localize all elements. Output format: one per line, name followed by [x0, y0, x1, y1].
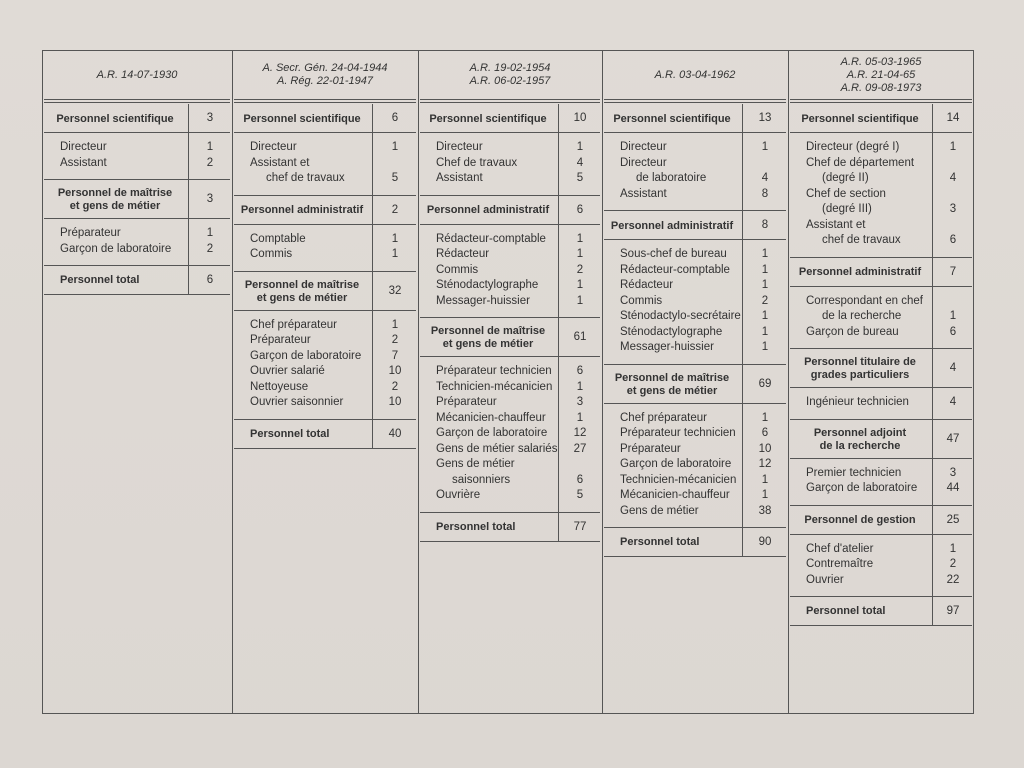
number-column-divider [372, 104, 373, 448]
column-header-line: A.R. 21-04-65 [846, 68, 916, 81]
section-rule [604, 527, 786, 528]
staff-count: 1 [949, 310, 957, 322]
section-rule [420, 132, 600, 133]
staff-role: Assistant et [806, 218, 866, 231]
personnel-total-value: 6 [206, 274, 214, 287]
section-title: de la recherche [819, 439, 901, 452]
personnel-total-value: 97 [946, 605, 960, 618]
section-title: Personnel administratif [426, 204, 550, 216]
section-title: Personnel de maîtrise [430, 325, 546, 337]
section-title: Personnel de maîtrise [614, 371, 730, 384]
staff-count: 2 [761, 294, 769, 307]
section-total-value: 32 [388, 284, 402, 297]
total-rule [44, 294, 230, 295]
section-title: Personnel scientifique [801, 112, 919, 125]
column-header-line: A.R. 09-08-1973 [840, 81, 922, 94]
section-title: Personnel scientifique [56, 112, 174, 125]
staff-count: 1 [576, 380, 584, 393]
header-rule [604, 99, 786, 100]
column-divider [418, 50, 419, 714]
staff-role: (degré II) [822, 172, 869, 184]
section-title: et gens de métier [256, 291, 348, 304]
staff-count: 3 [949, 203, 957, 215]
section-total-value: 61 [573, 331, 587, 344]
section-rule [790, 534, 972, 535]
staff-count: 12 [573, 427, 587, 439]
staff-count: 5 [576, 489, 584, 501]
staff-role: Assistant [60, 156, 107, 169]
header-rule [790, 102, 972, 103]
staff-role: Préparateur [250, 334, 311, 346]
section-title: Personnel administratif [798, 266, 922, 278]
staff-role: Chef préparateur [620, 411, 707, 424]
personnel-total-label: Personnel total [620, 536, 700, 549]
section-rule [790, 419, 972, 420]
staff-role: Rédacteur [436, 248, 490, 260]
staff-count: 1 [949, 542, 957, 555]
header-rule [420, 99, 600, 100]
staff-role: Commis [436, 263, 479, 276]
staff-role: saisonniers [452, 473, 511, 486]
section-rule [44, 179, 230, 180]
staff-count: 6 [576, 473, 584, 486]
column-divider [788, 50, 789, 714]
section-title: Personnel administratif [610, 219, 734, 232]
section-title: grades particuliers [810, 369, 910, 381]
total-rule [790, 625, 972, 626]
staff-role: Messager-huissier [436, 294, 530, 307]
section-total-value: 2 [391, 203, 399, 216]
staff-count: 1 [391, 318, 399, 331]
staff-role: Préparateur [60, 227, 121, 239]
section-rule [44, 132, 230, 133]
staff-role: Commis [620, 294, 663, 307]
staff-role: Assistant [436, 172, 483, 184]
section-total-value: 3 [206, 193, 214, 206]
header-rule [420, 102, 600, 103]
staff-role: Chef de section [806, 187, 886, 200]
personnel-total-label: Personnel total [436, 520, 516, 533]
header-rule [44, 102, 230, 103]
staff-count: 1 [761, 341, 769, 353]
staff-role: Assistant et [250, 156, 310, 169]
staff-role: Comptable [250, 232, 306, 245]
number-column-divider [742, 104, 743, 556]
header-rule [604, 102, 786, 103]
staff-count: 5 [576, 172, 584, 184]
section-total-value: 3 [206, 112, 214, 125]
staff-count: 1 [761, 325, 769, 338]
staff-role: de laboratoire [636, 172, 707, 184]
staff-role: Garçon de laboratoire [620, 458, 732, 470]
staff-count: 4 [761, 172, 769, 184]
staff-role: de la recherche [822, 310, 902, 322]
staff-count: 1 [761, 411, 769, 424]
staff-role: Sténodactylographe [620, 325, 723, 338]
column-header-line: A.R. 06-02-1957 [469, 75, 551, 87]
column-header-line: A. Rég. 22-01-1947 [276, 75, 373, 87]
section-rule [604, 364, 786, 365]
staff-role: Chef de travaux [436, 156, 518, 169]
total-rule [234, 448, 416, 449]
staff-role: Directeur [620, 156, 667, 169]
staff-count: 2 [391, 380, 399, 393]
number-column-divider [558, 104, 559, 541]
staff-count: 12 [758, 458, 772, 470]
staff-count: 27 [573, 442, 587, 455]
section-rule [234, 195, 416, 196]
staff-role: Garçon de laboratoire [250, 349, 362, 362]
staff-role: Chef préparateur [250, 318, 337, 331]
staff-count: 7 [391, 349, 399, 362]
section-total-value: 8 [761, 219, 769, 232]
staff-role: (degré III) [822, 203, 872, 215]
section-total-value: 6 [576, 203, 584, 216]
section-total-value: 7 [949, 265, 957, 278]
section-rule [234, 310, 416, 311]
column-header-line: A.R. 03-04-1962 [654, 68, 736, 81]
staff-count: 2 [206, 242, 214, 255]
staff-count: 2 [391, 334, 399, 346]
staff-role: Sténodactylo-secrétaire [620, 310, 741, 322]
staff-count: 1 [391, 248, 399, 260]
staff-role: Garçon de laboratoire [436, 427, 548, 439]
staff-count: 4 [949, 172, 957, 184]
section-rule [234, 224, 416, 225]
staff-count: 1 [576, 294, 584, 307]
staff-count: 3 [949, 466, 957, 479]
staff-role: Directeur (degré I) [806, 141, 900, 153]
staff-count: 1 [949, 141, 957, 153]
staff-role: Technicien-mécanicien [620, 473, 737, 486]
section-rule [234, 132, 416, 133]
staff-count: 10 [758, 442, 772, 455]
header-rule [790, 99, 972, 100]
section-rule [604, 132, 786, 133]
personnel-total-label: Personnel total [806, 605, 886, 618]
section-total-value: 10 [573, 112, 587, 125]
staff-count: 6 [949, 325, 957, 338]
staff-count: 1 [391, 232, 399, 245]
section-total-value: 13 [758, 112, 772, 125]
staff-count: 22 [946, 573, 960, 586]
section-rule [234, 271, 416, 272]
staff-count: 2 [206, 156, 214, 169]
staff-count: 1 [761, 279, 769, 291]
personnel-total-label: Personnel total [60, 274, 140, 287]
staff-count: 4 [949, 396, 957, 408]
staff-role: chef de travaux [266, 172, 345, 184]
section-rule [790, 458, 972, 459]
staff-role: Directeur [436, 141, 483, 153]
section-total-value: 14 [946, 112, 960, 125]
staff-count: 8 [761, 187, 769, 200]
section-title: Personnel de gestion [804, 514, 916, 526]
header-rule [44, 99, 230, 100]
section-rule [420, 224, 600, 225]
column-header-line: A. Secr. Gén. 24-04-1944 [262, 62, 388, 74]
staff-role: Premier technicien [806, 466, 902, 479]
staff-count: 1 [576, 232, 584, 245]
section-rule [44, 265, 230, 266]
column-header-line: A.R. 19-02-1954 [469, 62, 551, 74]
staff-role: Technicien-mécanicien [436, 380, 553, 393]
staff-role: Préparateur [436, 396, 497, 408]
staff-role: Garçon de laboratoire [60, 242, 172, 255]
section-total-value: 69 [758, 377, 772, 390]
column-divider [602, 50, 603, 714]
staff-role: Ouvrier salarié [250, 365, 325, 377]
staff-count: 3 [576, 396, 584, 408]
personnel-total-label: Personnel total [250, 427, 330, 440]
number-column-divider [932, 104, 933, 625]
staff-count: 2 [949, 558, 957, 570]
staff-count: 1 [761, 310, 769, 322]
personnel-total-value: 77 [573, 520, 587, 533]
section-rule [604, 239, 786, 240]
staff-role: Chef d'atelier [806, 542, 874, 555]
section-rule [420, 512, 600, 513]
section-rule [790, 596, 972, 597]
staff-count: 10 [388, 396, 402, 408]
staff-count: 6 [761, 427, 769, 439]
section-rule [790, 348, 972, 349]
section-total-value: 25 [946, 513, 960, 526]
section-rule [604, 210, 786, 211]
column-divider [232, 50, 233, 714]
staff-role: Correspondant en chef [806, 294, 923, 307]
staff-role: Préparateur technicien [620, 427, 736, 439]
section-title: Personnel scientifique [429, 112, 547, 125]
staff-role: Rédacteur-comptable [620, 263, 730, 276]
staff-role: Ouvrier saisonnier [250, 396, 344, 408]
staff-count: 1 [576, 279, 584, 291]
staff-role: Directeur [620, 141, 667, 153]
staff-role: Mécanicien-chauffeur [436, 411, 546, 424]
section-rule [44, 218, 230, 219]
staff-count: 1 [576, 248, 584, 260]
staff-role: Commis [250, 248, 293, 260]
number-column-divider [188, 104, 189, 294]
section-title: et gens de métier [626, 384, 718, 397]
staff-count: 6 [949, 234, 957, 246]
staff-count: 38 [758, 504, 772, 517]
section-rule [790, 505, 972, 506]
total-rule [420, 541, 600, 542]
staff-role: Gens de métier salariés [436, 442, 558, 455]
staff-role: Gens de métier [436, 458, 515, 470]
section-rule [420, 317, 600, 318]
section-title: et gens de métier [69, 200, 161, 212]
staff-count: 6 [576, 365, 584, 377]
section-total-value: 4 [949, 362, 957, 375]
staff-count: 10 [388, 365, 402, 377]
section-total-value: 6 [391, 112, 399, 125]
staff-role: Sous-chef de bureau [620, 248, 727, 260]
staff-count: 1 [761, 263, 769, 276]
staff-role: Nettoyeuse [250, 380, 309, 393]
staff-role: Ouvrière [436, 489, 481, 501]
section-title: Personnel administratif [240, 204, 364, 216]
section-total-value: 47 [946, 432, 960, 445]
column-header-line: A.R. 05-03-1965 [840, 55, 922, 68]
staff-count: 1 [761, 248, 769, 260]
personnel-total-value: 40 [388, 427, 402, 440]
section-rule [790, 257, 972, 258]
staff-role: Mécanicien-chauffeur [620, 489, 730, 501]
staff-role: Ouvrier [806, 573, 844, 586]
staff-role: Garçon de bureau [806, 325, 899, 338]
staff-count: 44 [946, 482, 960, 494]
staff-count: 1 [391, 141, 399, 153]
header-rule [234, 99, 416, 100]
staff-role: Rédacteur-comptable [436, 232, 546, 245]
section-rule [790, 286, 972, 287]
staff-role: Chef de département [806, 156, 915, 169]
section-rule [604, 403, 786, 404]
staff-role: Directeur [250, 141, 297, 153]
staff-count: 1 [576, 411, 584, 424]
staff-role: Assistant [620, 187, 667, 200]
section-rule [234, 419, 416, 420]
section-rule [420, 356, 600, 357]
staff-role: Messager-huissier [620, 341, 714, 353]
staff-role: Garçon de laboratoire [806, 482, 918, 494]
staff-count: 2 [576, 263, 584, 276]
section-rule [790, 132, 972, 133]
staff-count: 1 [761, 141, 769, 153]
staff-role: Ingénieur technicien [806, 396, 909, 408]
section-title: et gens de métier [442, 338, 534, 350]
staff-role: chef de travaux [822, 234, 901, 246]
staff-role: Rédacteur [620, 279, 674, 291]
personnel-total-value: 90 [758, 536, 772, 549]
staff-role: Gens de métier [620, 504, 699, 517]
staff-role: Sténodactylographe [436, 279, 539, 291]
section-title: Personnel scientifique [613, 112, 731, 125]
section-title: Personnel titulaire de [804, 356, 916, 368]
section-title: Personnel adjoint [813, 426, 907, 439]
staff-role: Préparateur technicien [436, 365, 552, 377]
staff-count: 1 [761, 489, 769, 501]
section-title: Personnel de maîtrise [244, 278, 360, 291]
section-rule [420, 195, 600, 196]
section-title: Personnel de maîtrise [57, 187, 173, 199]
staff-role: Contremaître [806, 558, 874, 570]
total-rule [604, 556, 786, 557]
staff-role: Préparateur [620, 442, 681, 455]
staff-count: 5 [391, 172, 399, 184]
staff-count: 1 [206, 227, 214, 239]
staff-count: 4 [576, 156, 584, 169]
staff-count: 1 [576, 141, 584, 153]
column-header-line: A.R. 14-07-1930 [96, 68, 178, 81]
staff-role: Directeur [60, 141, 107, 153]
staff-count: 1 [206, 141, 214, 153]
section-title: Personnel scientifique [243, 112, 361, 125]
header-rule [234, 102, 416, 103]
section-rule [790, 387, 972, 388]
staff-count: 1 [761, 473, 769, 486]
